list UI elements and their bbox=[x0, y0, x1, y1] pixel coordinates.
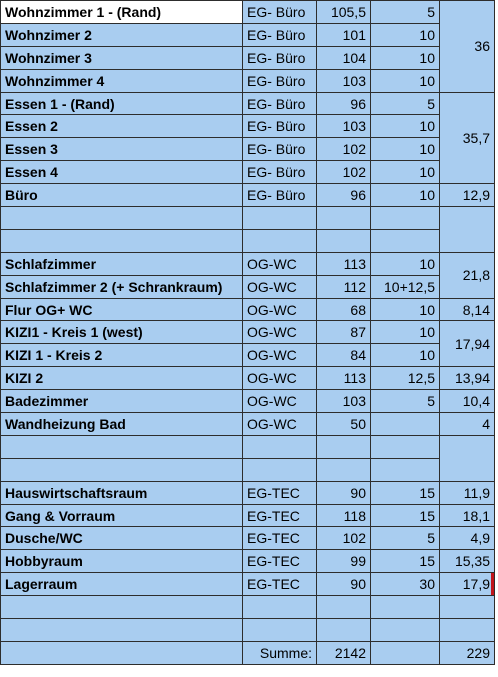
table-row bbox=[1, 275, 495, 298]
room-name-cell[interactable]: Lagerraum bbox=[1, 573, 243, 596]
group-value-cell[interactable]: 12,9 bbox=[440, 184, 495, 207]
table-row bbox=[1, 321, 495, 344]
zone-cell[interactable]: EG- Büro bbox=[243, 115, 317, 138]
spacing-cell[interactable]: 10 bbox=[371, 138, 440, 161]
room-name-cell[interactable]: KIZI 1 - Kreis 2 bbox=[1, 344, 243, 367]
zone-cell[interactable]: OG-WC bbox=[243, 252, 317, 275]
table-row bbox=[1, 573, 495, 596]
value-cell[interactable]: 105,5 bbox=[317, 1, 371, 24]
value-cell[interactable] bbox=[317, 435, 371, 458]
group-value-cell[interactable]: 8,14 bbox=[440, 298, 495, 321]
room-name-cell[interactable]: Essen 1 - (Rand) bbox=[1, 92, 243, 115]
zone-cell[interactable]: EG- Büro bbox=[243, 92, 317, 115]
table-row bbox=[1, 367, 495, 390]
zone-cell[interactable] bbox=[243, 229, 317, 252]
spacing-cell[interactable]: 5 bbox=[371, 1, 440, 24]
group-value-cell[interactable]: 17,94 bbox=[440, 321, 495, 367]
table-row bbox=[1, 344, 495, 367]
zone-cell[interactable] bbox=[243, 435, 317, 458]
table-row bbox=[1, 458, 495, 481]
spacing-cell[interactable] bbox=[371, 596, 440, 619]
room-name-cell[interactable]: KIZI 2 bbox=[1, 367, 243, 390]
sum-total-cell[interactable]: 229 bbox=[440, 641, 495, 664]
table-row bbox=[1, 527, 495, 550]
room-name-cell[interactable] bbox=[1, 596, 243, 619]
value-cell[interactable]: 112 bbox=[317, 275, 371, 298]
room-name-cell[interactable]: Hobbyraum bbox=[1, 550, 243, 573]
zone-cell[interactable]: EG- Büro bbox=[243, 138, 317, 161]
room-name-cell[interactable]: Badezimmer bbox=[1, 390, 243, 413]
table-row bbox=[1, 619, 495, 642]
spacing-cell[interactable] bbox=[371, 229, 440, 252]
room-name-cell[interactable] bbox=[1, 435, 243, 458]
table-row bbox=[1, 481, 495, 504]
spacing-cell[interactable]: 10 bbox=[371, 344, 440, 367]
spacing-cell[interactable] bbox=[371, 435, 440, 458]
value-cell[interactable]: 90 bbox=[317, 573, 371, 596]
table-row bbox=[1, 184, 495, 207]
value-cell[interactable]: 104 bbox=[317, 46, 371, 69]
room-name-cell[interactable] bbox=[1, 619, 243, 642]
zone-cell[interactable]: OG-WC bbox=[243, 275, 317, 298]
group-value-cell[interactable]: 35,7 bbox=[440, 92, 495, 184]
spacing-cell[interactable]: 10 bbox=[371, 161, 440, 184]
spacing-cell[interactable]: 5 bbox=[371, 390, 440, 413]
room-name-cell[interactable]: Dusche/WC bbox=[1, 527, 243, 550]
value-cell[interactable]: 103 bbox=[317, 69, 371, 92]
zone-cell[interactable]: OG-WC bbox=[243, 413, 317, 436]
value-cell[interactable]: 99 bbox=[317, 550, 371, 573]
sum-value-cell[interactable]: 2142 bbox=[317, 641, 371, 664]
table-row bbox=[1, 1, 495, 24]
table-row bbox=[1, 207, 495, 230]
room-name-cell[interactable]: Essen 2 bbox=[1, 115, 243, 138]
zone-cell[interactable]: OG-WC bbox=[243, 390, 317, 413]
zone-cell[interactable]: OG-WC bbox=[243, 344, 317, 367]
group-value-cell[interactable] bbox=[440, 619, 495, 642]
zone-cell[interactable] bbox=[243, 619, 317, 642]
table-row bbox=[1, 229, 495, 252]
table-row bbox=[1, 115, 495, 138]
value-cell[interactable]: 101 bbox=[317, 23, 371, 46]
value-cell[interactable]: 103 bbox=[317, 115, 371, 138]
spacing-cell[interactable]: 12,5 bbox=[371, 367, 440, 390]
room-name-cell[interactable]: Essen 4 bbox=[1, 161, 243, 184]
value-cell[interactable]: 102 bbox=[317, 527, 371, 550]
table-row bbox=[1, 252, 495, 275]
zone-cell[interactable]: EG- Büro bbox=[243, 46, 317, 69]
table-row bbox=[1, 550, 495, 573]
value-cell[interactable]: 118 bbox=[317, 504, 371, 527]
group-value-cell[interactable]: 15,35 bbox=[440, 550, 495, 573]
spacing-cell[interactable] bbox=[371, 207, 440, 230]
group-value-cell[interactable] bbox=[440, 435, 495, 481]
table-row bbox=[1, 596, 495, 619]
room-name-cell[interactable]: Gang & Vorraum bbox=[1, 504, 243, 527]
spacing-cell[interactable]: 10 bbox=[371, 252, 440, 275]
table-row bbox=[1, 435, 495, 458]
spacing-cell[interactable]: 30 bbox=[371, 573, 440, 596]
room-name-cell[interactable]: Schlafzimmer bbox=[1, 252, 243, 275]
spacing-cell[interactable] bbox=[371, 458, 440, 481]
spacing-cell[interactable]: 15 bbox=[371, 550, 440, 573]
spacing-cell[interactable] bbox=[371, 619, 440, 642]
spacing-cell[interactable]: 5 bbox=[371, 527, 440, 550]
group-value-cell[interactable]: 4 bbox=[440, 413, 495, 436]
spacing-cell[interactable]: 10 bbox=[371, 46, 440, 69]
group-value-cell[interactable]: 10,4 bbox=[440, 390, 495, 413]
value-cell[interactable]: 96 bbox=[317, 184, 371, 207]
room-name-cell[interactable]: Wohnzimer 3 bbox=[1, 46, 243, 69]
zone-cell[interactable]: OG-WC bbox=[243, 321, 317, 344]
group-value-cell[interactable]: 18,1 bbox=[440, 504, 495, 527]
zone-cell[interactable]: EG-TEC bbox=[243, 481, 317, 504]
zone-cell[interactable]: EG-TEC bbox=[243, 504, 317, 527]
zone-cell[interactable] bbox=[243, 596, 317, 619]
group-value-cell[interactable]: 36 bbox=[440, 1, 495, 93]
group-value-cell[interactable]: 4,9 bbox=[440, 527, 495, 550]
table-row bbox=[1, 390, 495, 413]
zone-cell[interactable] bbox=[243, 207, 317, 230]
zone-cell[interactable]: OG-WC bbox=[243, 298, 317, 321]
spacing-cell[interactable]: 10 bbox=[371, 23, 440, 46]
zone-cell[interactable]: EG- Büro bbox=[243, 184, 317, 207]
zone-cell[interactable]: EG- Büro bbox=[243, 69, 317, 92]
table-row bbox=[1, 92, 495, 115]
table-row bbox=[1, 298, 495, 321]
spacing-cell[interactable]: 15 bbox=[371, 504, 440, 527]
zone-cell[interactable]: EG- Büro bbox=[243, 161, 317, 184]
value-cell[interactable]: 113 bbox=[317, 252, 371, 275]
group-value-cell[interactable] bbox=[440, 207, 495, 253]
value-cell[interactable] bbox=[317, 229, 371, 252]
spacing-cell[interactable]: 15 bbox=[371, 481, 440, 504]
value-cell[interactable] bbox=[317, 619, 371, 642]
spacing-cell[interactable]: 10 bbox=[371, 298, 440, 321]
spacing-cell[interactable] bbox=[371, 413, 440, 436]
table-row bbox=[1, 413, 495, 436]
table-row bbox=[1, 504, 495, 527]
room-name-cell[interactable]: Büro bbox=[1, 184, 243, 207]
room-name-cell[interactable] bbox=[1, 641, 243, 664]
room-name-cell[interactable] bbox=[1, 458, 243, 481]
room-name-cell[interactable]: Wohnzimmer 1 - (Rand) bbox=[1, 1, 243, 24]
room-name-cell[interactable]: Wohnzimmer 4 bbox=[1, 69, 243, 92]
value-cell[interactable]: 102 bbox=[317, 138, 371, 161]
table-row bbox=[1, 161, 495, 184]
value-cell[interactable]: 102 bbox=[317, 161, 371, 184]
room-name-cell[interactable] bbox=[1, 229, 243, 252]
table-row bbox=[1, 138, 495, 161]
value-cell[interactable]: 68 bbox=[317, 298, 371, 321]
table-row bbox=[1, 46, 495, 69]
room-name-cell[interactable]: Essen 3 bbox=[1, 138, 243, 161]
group-value-cell[interactable]: 13,94 bbox=[440, 367, 495, 390]
sum-row bbox=[1, 641, 495, 664]
value-cell[interactable]: 103 bbox=[317, 390, 371, 413]
table-row bbox=[1, 23, 495, 46]
spacing-cell[interactable]: 10 bbox=[371, 184, 440, 207]
spacing-cell[interactable]: 5 bbox=[371, 92, 440, 115]
group-value-cell[interactable]: 21,8 bbox=[440, 252, 495, 298]
zone-cell[interactable]: EG- Büro bbox=[243, 1, 317, 24]
room-name-cell[interactable]: KIZI1 - Kreis 1 (west) bbox=[1, 321, 243, 344]
value-cell[interactable] bbox=[317, 596, 371, 619]
spacing-cell[interactable]: 10+12,5 bbox=[371, 275, 440, 298]
spacing-cell[interactable]: 10 bbox=[371, 321, 440, 344]
group-value-cell[interactable]: 17,9 bbox=[440, 573, 495, 596]
zone-cell[interactable]: EG-TEC bbox=[243, 573, 317, 596]
group-value-cell[interactable] bbox=[440, 596, 495, 619]
value-cell[interactable]: 113 bbox=[317, 367, 371, 390]
group-value-cell[interactable]: 11,9 bbox=[440, 481, 495, 504]
room-name-cell[interactable] bbox=[1, 207, 243, 230]
zone-cell[interactable]: EG- Büro bbox=[243, 23, 317, 46]
room-name-cell[interactable]: Wohnzimer 2 bbox=[1, 23, 243, 46]
spacing-cell[interactable] bbox=[371, 641, 440, 664]
room-name-cell[interactable]: Wandheizung Bad bbox=[1, 413, 243, 436]
value-cell[interactable]: 87 bbox=[317, 321, 371, 344]
spacing-cell[interactable]: 10 bbox=[371, 115, 440, 138]
zone-cell[interactable]: EG-TEC bbox=[243, 550, 317, 573]
room-name-cell[interactable]: Hauswirtschaftsraum bbox=[1, 481, 243, 504]
table-row bbox=[1, 69, 495, 92]
zone-cell[interactable] bbox=[243, 458, 317, 481]
value-cell[interactable]: 90 bbox=[317, 481, 371, 504]
value-cell[interactable] bbox=[317, 207, 371, 230]
spreadsheet-body bbox=[1, 1, 495, 665]
value-cell[interactable]: 50 bbox=[317, 413, 371, 436]
zone-cell[interactable]: OG-WC bbox=[243, 367, 317, 390]
room-name-cell[interactable]: Flur OG+ WC bbox=[1, 298, 243, 321]
sum-label-cell[interactable]: Summe: bbox=[243, 641, 317, 664]
spacing-cell[interactable]: 10 bbox=[371, 69, 440, 92]
value-cell[interactable]: 96 bbox=[317, 92, 371, 115]
value-cell[interactable] bbox=[317, 458, 371, 481]
value-cell[interactable]: 84 bbox=[317, 344, 371, 367]
zone-cell[interactable]: EG-TEC bbox=[243, 527, 317, 550]
room-name-cell[interactable]: Schlafzimmer 2 (+ Schrankraum) bbox=[1, 275, 243, 298]
